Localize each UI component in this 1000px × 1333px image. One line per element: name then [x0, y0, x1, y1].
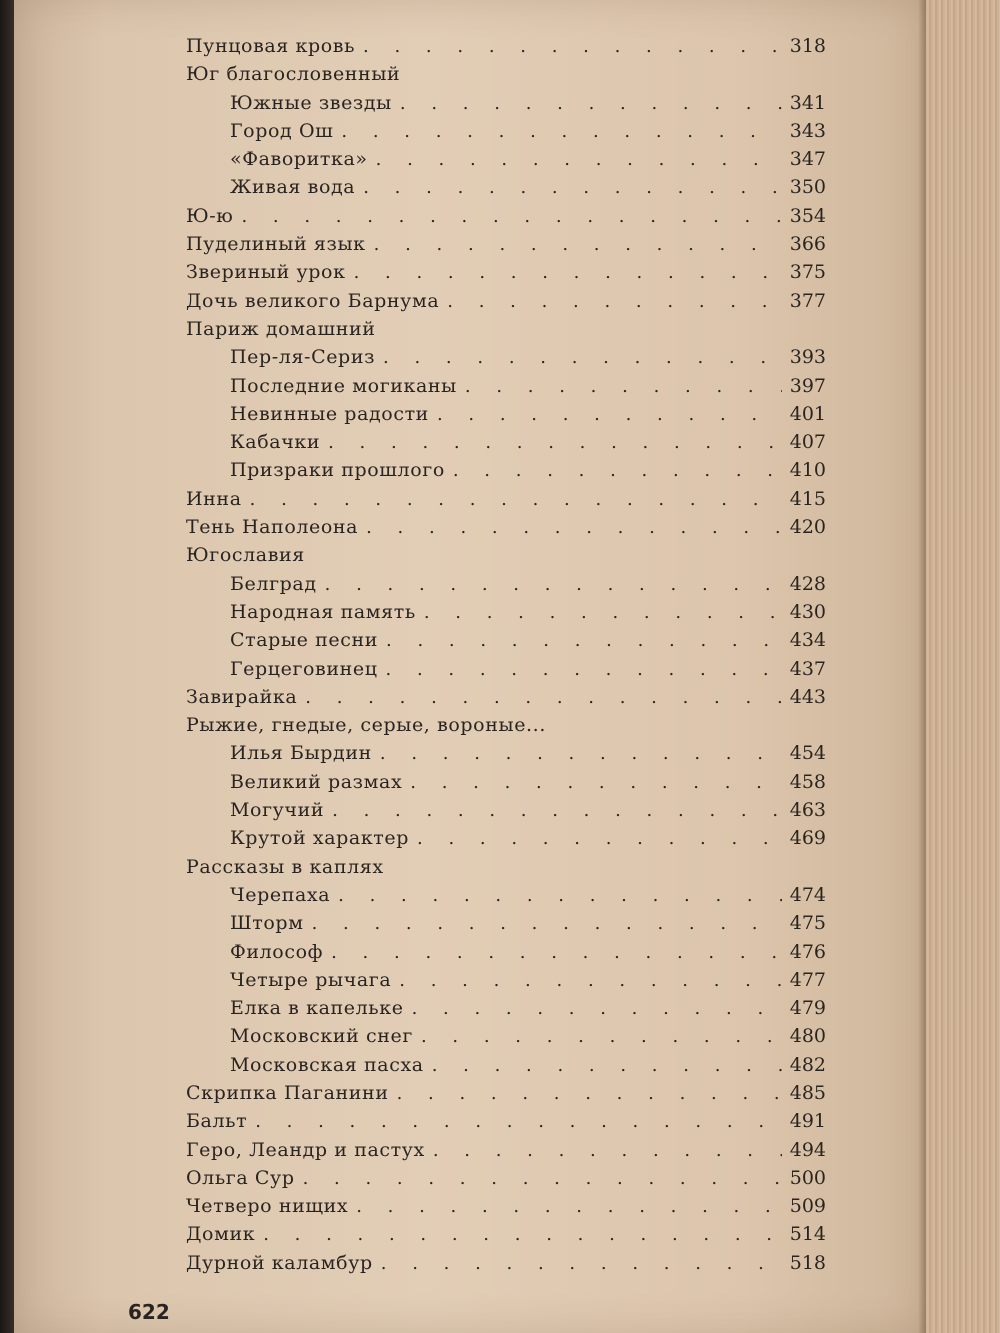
- toc-leader-dots: [412, 995, 782, 1023]
- toc-leader-dots: [356, 1193, 782, 1221]
- toc-entry-page: 463: [789, 799, 826, 822]
- toc-entry: [186, 230, 826, 258]
- toc-entry-page: 469: [789, 827, 826, 850]
- toc-leader-dots: [380, 740, 782, 768]
- toc-leader-dots: [263, 1221, 782, 1249]
- toc-entry-page: 458: [789, 770, 826, 793]
- toc-entry-page: 494: [789, 1138, 826, 1161]
- toc-entry-page: 500: [789, 1166, 826, 1189]
- page-stack-edge: [926, 0, 1000, 1333]
- toc-leader-dots: [421, 1023, 782, 1051]
- toc-entry: [186, 655, 826, 683]
- toc-leader-dots: [424, 599, 782, 627]
- toc-entry-page: 377: [789, 289, 826, 312]
- toc-entry: [186, 287, 826, 315]
- toc-entry-title: Народная память: [230, 600, 416, 623]
- toc-entry-title: Домик: [186, 1223, 256, 1246]
- table-of-contents: [186, 32, 826, 1277]
- toc-leader-dots: [397, 1080, 782, 1108]
- toc-leader-dots: [447, 288, 782, 316]
- toc-entry-title: Крутой характер: [230, 827, 410, 850]
- toc-entry: [186, 739, 826, 767]
- toc-entry-title: Тень Наполеона: [186, 516, 359, 539]
- toc-entry-title: Завирайка: [186, 685, 298, 708]
- toc-entry-page: 443: [789, 685, 826, 708]
- toc-entry-title: «Фаворитка»: [230, 148, 368, 171]
- toc-entry-title: Четыре рычага: [230, 968, 392, 991]
- toc-entry-title: Московская пасха: [230, 1053, 424, 1076]
- toc-entry-title: Елка в капельке: [230, 997, 404, 1020]
- toc-leader-dots: [354, 259, 782, 287]
- toc-leader-dots: [325, 571, 782, 599]
- toc-entry-page: 375: [789, 261, 826, 284]
- toc-entry: [186, 513, 826, 541]
- toc-entry: [186, 881, 826, 909]
- toc-leader-dots: [383, 344, 782, 372]
- toc-entry-title: Юг благословенный: [186, 63, 401, 86]
- toc-entry-page: 341: [789, 91, 826, 114]
- toc-leader-dots: [303, 1165, 782, 1193]
- toc-entry: [186, 1164, 826, 1192]
- page-number: 622: [128, 1300, 170, 1324]
- toc-entry-page: 454: [789, 742, 826, 765]
- toc-entry-title: Париж домашний: [186, 317, 376, 340]
- toc-entry: [186, 428, 826, 456]
- toc-leader-dots: [386, 627, 782, 655]
- toc-entry-title: Ю-ю: [186, 204, 234, 227]
- toc-leader-dots: [363, 33, 782, 61]
- toc-entry-title: Дурной каламбур: [186, 1251, 373, 1274]
- toc-entry-page: 347: [789, 148, 826, 171]
- toc-entry: [186, 541, 826, 569]
- toc-entry-page: 476: [789, 940, 826, 963]
- toc-leader-dots: [386, 656, 782, 684]
- toc-entry: [186, 1079, 826, 1107]
- toc-entry-title: Пунцовая кровь: [186, 35, 356, 57]
- toc-entry-title: Великий размах: [230, 770, 403, 793]
- toc-entry: [186, 938, 826, 966]
- toc-leader-dots: [312, 910, 782, 938]
- toc-entry-title: Звериный урок: [186, 261, 346, 284]
- toc-entry: [186, 1136, 826, 1164]
- toc-entry-page: 474: [789, 883, 826, 906]
- toc-entry: [186, 485, 826, 513]
- toc-entry-page: 350: [789, 176, 826, 199]
- toc-entry: [186, 768, 826, 796]
- toc-leader-dots: [400, 90, 782, 118]
- toc-entry-title: Призраки прошлого: [230, 459, 445, 482]
- toc-leader-dots: [338, 882, 782, 910]
- toc-entry: [186, 796, 826, 824]
- toc-entry: [186, 32, 826, 60]
- toc-leader-dots: [433, 1137, 782, 1165]
- toc-leader-dots: [363, 174, 782, 202]
- toc-entry-page: 475: [789, 912, 826, 935]
- toc-entry-page: 477: [789, 968, 826, 991]
- toc-entry-title: Инна: [186, 487, 242, 510]
- toc-entry: [186, 117, 826, 145]
- toc-leader-dots: [465, 373, 782, 401]
- toc-entry-title: Московский снег: [230, 1025, 413, 1048]
- toc-entry: [186, 909, 826, 937]
- toc-leader-dots: [410, 769, 782, 797]
- toc-entry: [186, 258, 826, 286]
- toc-leader-dots: [366, 514, 782, 542]
- toc-entry-page: 397: [789, 374, 826, 397]
- toc-entry-title: Четверо нищих: [186, 1195, 349, 1218]
- toc-entry: [186, 1192, 826, 1220]
- toc-entry-page: 407: [789, 431, 826, 454]
- toc-entry: [186, 372, 826, 400]
- toc-entry: [186, 1249, 826, 1277]
- toc-entry-title: Рассказы в каплях: [186, 855, 384, 878]
- toc-entry-title: Последние могиканы: [230, 374, 457, 397]
- toc-entry: [186, 570, 826, 598]
- toc-entry-page: 509: [789, 1195, 826, 1218]
- toc-entry: [186, 966, 826, 994]
- toc-entry-title: Кабачки: [230, 431, 321, 454]
- toc-entry: [186, 343, 826, 371]
- toc-entry-title: Пер-ля-Сериз: [230, 346, 376, 369]
- toc-entry-title: Южные звезды: [230, 91, 392, 114]
- toc-leader-dots: [376, 146, 782, 174]
- toc-entry: [186, 824, 826, 852]
- toc-leader-dots: [241, 203, 782, 231]
- toc-entry-page: 428: [789, 572, 826, 595]
- toc-entry-page: 343: [789, 119, 826, 142]
- toc-entry-title: Герцеговинец: [230, 657, 378, 680]
- toc-entry-title: Ольга Сур: [186, 1166, 295, 1189]
- toc-entry-page: 415: [789, 487, 826, 510]
- toc-entry-page: 318: [789, 35, 826, 57]
- toc-entry: [186, 994, 826, 1022]
- toc-entry-title: Белград: [230, 572, 317, 595]
- toc-entry-page: 354: [789, 204, 826, 227]
- toc-entry: [186, 711, 826, 739]
- toc-entry: [186, 1220, 826, 1248]
- toc-entry-page: 480: [789, 1025, 826, 1048]
- toc-entry-page: 437: [789, 657, 826, 680]
- toc-entry-page: 518: [789, 1251, 826, 1274]
- toc-leader-dots: [417, 825, 782, 853]
- toc-entry: [186, 1051, 826, 1079]
- toc-entry-title: Живая вода: [230, 176, 356, 199]
- toc-entry-page: 485: [789, 1081, 826, 1104]
- toc-entry-page: 479: [789, 997, 826, 1020]
- toc-entry-title: Невинные радости: [230, 402, 429, 425]
- toc-leader-dots: [332, 797, 782, 825]
- toc-entry-page: 366: [789, 233, 826, 256]
- toc-entry-title: Югославия: [186, 544, 305, 567]
- toc-leader-dots: [399, 967, 782, 995]
- toc-entry-title: Черепаха: [230, 883, 331, 906]
- toc-leader-dots: [432, 1052, 782, 1080]
- toc-leader-dots: [328, 429, 782, 457]
- toc-entry-title: Илья Бырдин: [230, 742, 372, 765]
- toc-leader-dots: [331, 939, 782, 967]
- toc-entry: [186, 1107, 826, 1135]
- toc-entry-page: 420: [789, 516, 826, 539]
- toc-entry-page: 482: [789, 1053, 826, 1076]
- toc-entry: [186, 60, 826, 88]
- toc-entry: [186, 598, 826, 626]
- toc-entry: [186, 173, 826, 201]
- toc-entry-title: Могучий: [230, 799, 325, 822]
- toc-entry: [186, 400, 826, 428]
- toc-entry-page: 410: [789, 459, 826, 482]
- toc-entry-title: Философ: [230, 940, 324, 963]
- toc-entry-page: 393: [789, 346, 826, 369]
- toc-leader-dots: [437, 401, 782, 429]
- toc-leader-dots: [381, 1250, 782, 1278]
- toc-entry: [186, 853, 826, 881]
- toc-entry-page: 430: [789, 600, 826, 623]
- toc-entry-title: Дочь великого Барнума: [186, 289, 440, 312]
- toc-entry: [186, 145, 826, 173]
- toc-entry-title: Скрипка Паганини: [186, 1081, 389, 1104]
- toc-entry: [186, 626, 826, 654]
- toc-entry-title: Бальт: [186, 1110, 248, 1133]
- toc-entry: [186, 683, 826, 711]
- toc-entry: [186, 315, 826, 343]
- toc-leader-dots: [453, 457, 782, 485]
- toc-leader-dots: [255, 1108, 782, 1136]
- toc-entry-title: Рыжие, гнедые, серые, вороные...: [186, 714, 546, 737]
- toc-entry-title: Город Ош: [230, 119, 334, 142]
- toc-entry: [186, 456, 826, 484]
- toc-entry: [186, 89, 826, 117]
- toc-entry-page: 514: [789, 1223, 826, 1246]
- toc-entry-title: Пуделиный язык: [186, 233, 366, 256]
- toc-entry-title: Старые песни: [230, 629, 379, 652]
- toc-entry-page: 401: [789, 402, 826, 425]
- toc-leader-dots: [341, 118, 782, 146]
- toc-entry: [186, 1022, 826, 1050]
- toc-entry-title: Шторм: [230, 912, 304, 935]
- toc-entry-page: 491: [789, 1110, 826, 1133]
- toc-leader-dots: [374, 231, 782, 259]
- toc-leader-dots: [305, 684, 782, 712]
- toc-leader-dots: [250, 486, 782, 514]
- toc-entry: [186, 202, 826, 230]
- toc-entry-page: 434: [789, 629, 826, 652]
- toc-entry-title: Геро, Леандр и пастух: [186, 1138, 425, 1161]
